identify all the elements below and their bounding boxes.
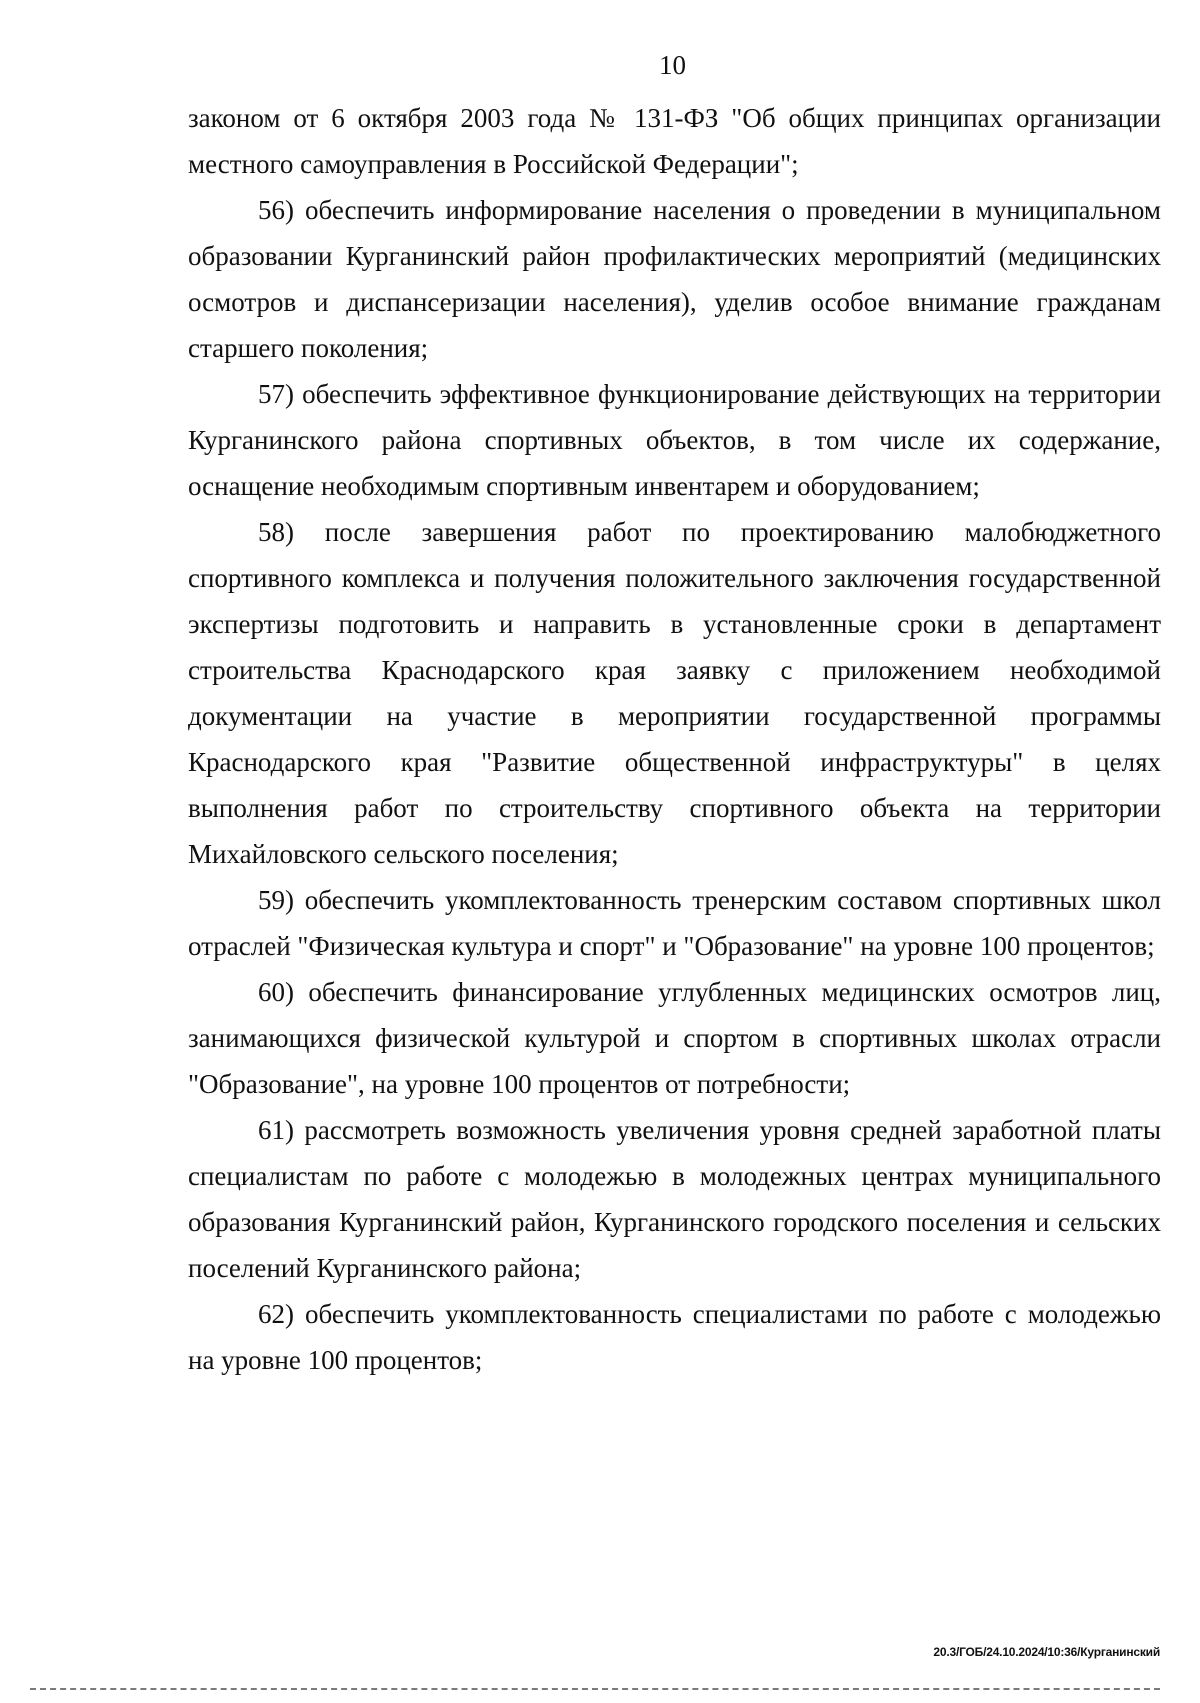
- paragraph-item-61: 61) рассмотреть возможность увеличения уровня средней заработной платы специалистам по работе с молодежью в молодежных центрах муниципального образования Курганинский район, Курганинского городского поселения и сельских поселений Курганинского района;: [188, 1115, 1161, 1283]
- paragraph-item-57: 57) обеспечить эффективное функционирование действующих на территории Курганинского района спортивных объектов, в том числе их содержание, оснащение необходимым спортивным инвентарем и оборудованием;: [188, 379, 1161, 501]
- registration-stamp: 20.3/ГОБ/24.10.2024/10:36/Курганинский: [933, 1645, 1160, 1659]
- paragraph-item-58: 58) после завершения работ по проектированию малобюджетного спортивного комплекса и получения положительного заключения государственной экспертизы подготовить и направить в установленные сроки в департамент строительства Краснодарского края заявку с приложением необходимой документации на участие в мероприятии государственной программы Краснодарского края "Развитие общественной инфраструктуры" в целях выполнения работ по строительству спортивного объекта на территории Михайловского сельского поселения;: [188, 517, 1161, 869]
- paragraph-item-59: 59) обеспечить укомплектованность тренерским составом спортивных школ отраслей "Физическая культура и спорт" и "Образование" на уровне 100 процентов;: [188, 885, 1161, 961]
- paragraph-continuation: законом от 6 октября 2003 года № 131-ФЗ "Об общих принципах организации местного самоуправления в Российской Федерации";: [188, 103, 1161, 179]
- page-number: 10: [659, 50, 686, 80]
- paragraph-item-60: 60) обеспечить финансирование углубленных медицинских осмотров лиц, занимающихся физической культурой и спортом в спортивных школах отрасли "Образование", на уровне 100 процентов от потребности;: [188, 977, 1161, 1099]
- paragraph-item-62: 62) обеспечить укомплектованность специалистами по работе с молодежью на уровне 100 процентов;: [188, 1299, 1161, 1375]
- paragraph-item-56: 56) обеспечить информирование населения о проведении в муниципальном образовании Курганинский район профилактических мероприятий (медицинских осмотров и диспансеризации населения), уделив особое внимание гражданам старшего поколения;: [188, 195, 1161, 363]
- document-body: [188, 95, 1161, 1383]
- scan-edge-line: [30, 1688, 1160, 1690]
